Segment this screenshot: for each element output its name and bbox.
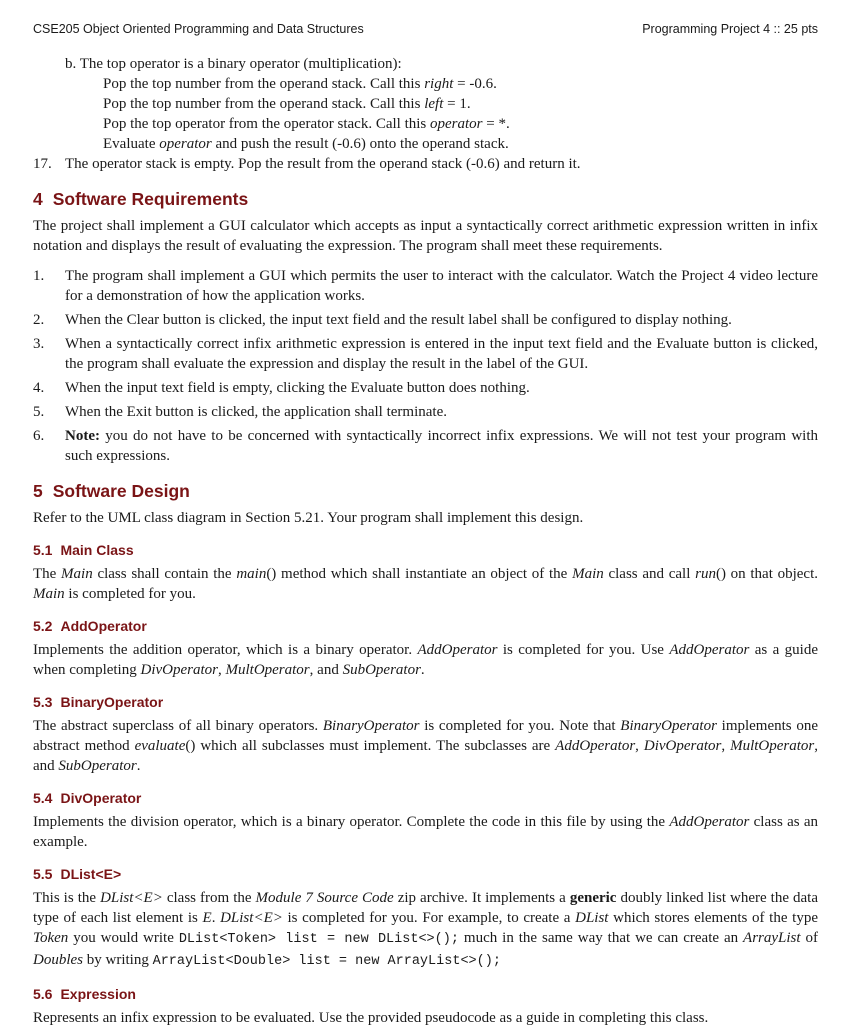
course-title: CSE205 Object Oriented Programming and Data Structures: [33, 22, 364, 36]
section-5-6-text: Represents an infix expression to be evaluated. Use the provided pseudocode as a guide in completing this class.: [33, 1010, 709, 1026]
step-b-line: Pop the top operator from the operator stack. Call this operator = *.: [103, 116, 510, 132]
section-5-3-heading: 5.3 BinaryOperator: [33, 694, 164, 710]
page-header: [33, 22, 818, 40]
step-b-line: Evaluate operator and push the result (-0.6) onto the operand stack.: [103, 136, 509, 152]
step-b: [65, 54, 818, 154]
section-5-heading: 5 Software Design: [33, 481, 190, 501]
requirement-item: 4. When the input text field is empty, clicking the Evaluate button does nothing.: [33, 380, 530, 396]
section-5-5-heading: 5.5 DList<E>: [33, 866, 122, 882]
requirements-list: [33, 266, 818, 466]
requirement-item: 2. When the Clear button is clicked, the input text field and the result label shall be configured to display nothing.: [33, 312, 732, 328]
requirement-item: 6. Note: you do not have to be concerned with syntactically incorrect infix expressions. We will not test your program with such expressions.: [33, 428, 818, 464]
section-4-heading: 4 Software Requirements: [33, 189, 249, 209]
section-5-1-heading: 5.1 Main Class: [33, 542, 134, 558]
section-4-intro: The project shall implement a GUI calculator which accepts as input a syntactically correct arithmetic expression written in infix notation and displays the result of evaluating the expression. The program shall meet these requirements.: [33, 218, 818, 254]
section-5-1-text: The Main class shall contain the main() method which shall instantiate an object of the Main class and call run() on that object. Main is completed for you.: [33, 566, 819, 602]
section-5-2-heading: 5.2 AddOperator: [33, 618, 147, 634]
section-5-6-heading: 5.6 Expression: [33, 986, 136, 1002]
section-5-intro: Refer to the UML class diagram in Section 5.21. Your program shall implement this design.: [33, 510, 584, 526]
section-5-5-text: This is the DList<E> class from the Module 7 Source Code zip archive. It implements a generic doubly linked list where the data type of each list element is E. DList<E> is completed for you. For example, to create a DList which stores elements of the type Token you would write DList<Token> list = new DList<>(); much in the same way that we can create an ArrayList of Doubles by writing ArrayList<Double> list = new ArrayList<>();: [33, 890, 819, 969]
step-17: 17. The operator stack is empty. Pop the result from the operand stack (-0.6) and return it.: [33, 156, 581, 172]
document-body: [33, 54, 818, 1028]
step-b-line: Pop the top number from the operand stack. Call this left = 1.: [103, 96, 471, 112]
section-5-2-text: Implements the addition operator, which is a binary operator. AddOperator is completed for you. Use AddOperator as a guide when completing DivOperator, MultOperator, and SubOperator.: [33, 642, 819, 678]
requirement-item: 1. The program shall implement a GUI which permits the user to interact with the calculator. Watch the Project 4 video lecture for a demonstration of how the application works.: [33, 268, 818, 304]
section-5-3-text: The abstract superclass of all binary operators. BinaryOperator is completed for you. Note that BinaryOperator implements one abstract method evaluate() which all subclasses must implement. The subclasses are AddOperator, DivOperator, MultOperator, and SubOperator.: [33, 718, 819, 774]
step-b-line: Pop the top number from the operand stack. Call this right = -0.6.: [103, 76, 497, 92]
requirement-item: 3. When a syntactically correct infix arithmetic expression is entered in the input text field and the Evaluate button is clicked, the program shall evaluate the expression and display the result in the label of the GUI.: [33, 336, 818, 372]
project-title: Programming Project 4 :: 25 pts: [642, 22, 818, 36]
section-5-4-text: Implements the division operator, which is a binary operator. Complete the code in this file by using the AddOperator class as an example.: [33, 814, 819, 850]
requirement-item: 5. When the Exit button is clicked, the application shall terminate.: [33, 404, 447, 420]
section-5-4-heading: 5.4 DivOperator: [33, 790, 142, 806]
step-b-intro: b. The top operator is a binary operator (multiplication):: [65, 56, 402, 72]
